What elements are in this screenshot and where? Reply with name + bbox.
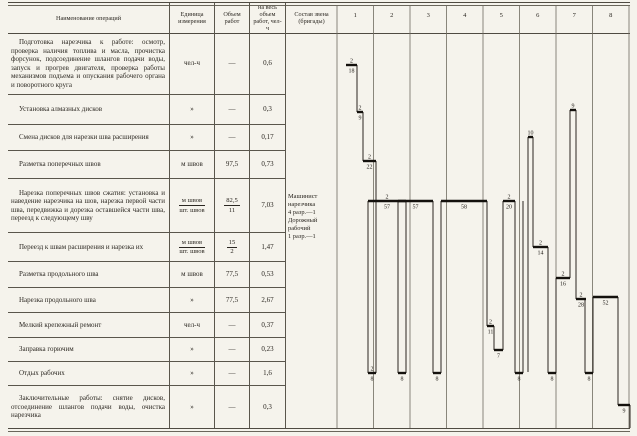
manhours-cell: 7,03 (250, 179, 286, 232)
segment-duration-label: 57 (384, 204, 390, 211)
operation-name: Заключительные работы: снятие дисков, отсоединение шлангов подачи воды, очистка нарезчика (8, 386, 170, 428)
crew-line: 1 разр.—1 (288, 233, 316, 240)
operation-name: Смена дисков для нарезки шва расширения (8, 125, 170, 150)
segment-duration-label: 2 (539, 240, 542, 247)
manhours-cell: 0,23 (250, 338, 286, 361)
segment-duration-label: 2 (368, 154, 371, 161)
segment-duration-label: 57 (412, 204, 419, 211)
segment-duration-label: 2 (350, 58, 353, 65)
manhours-cell: 0,17 (250, 125, 286, 150)
manhours-cell: 1,47 (250, 233, 286, 261)
operation-name: Разметка продольного шва (8, 262, 170, 287)
hour-label: 4 (463, 12, 467, 19)
segment-duration-label: 52 (602, 300, 609, 307)
segment-duration-label: 58 (461, 204, 467, 211)
segment-duration-label: 20 (506, 204, 512, 211)
unit-cell: м швов (170, 151, 215, 178)
operation-name: Установка алмазных дисков (8, 95, 170, 124)
segment-duration-label: 2 (489, 319, 492, 326)
unit-cell: чел-ч (170, 33, 215, 94)
segment-duration-label: 7 (497, 353, 500, 360)
operation-name: Разметка поперечных швов (8, 151, 170, 178)
manhours-cell: 0,3 (250, 95, 286, 124)
hour-label: 2 (390, 12, 394, 19)
unit-cell: » (170, 362, 215, 385)
unit-cell: чел-ч (170, 313, 215, 337)
segment-duration-label: 2 (358, 105, 362, 112)
volume-cell: — (215, 362, 250, 385)
manhours-cell: 0,6 (250, 33, 286, 94)
volume-cell: 77,5 (215, 262, 250, 287)
segment-duration-label: 8 (400, 376, 404, 383)
segment-duration-label: 8 (550, 376, 554, 383)
volume-cell: — (215, 125, 250, 150)
unit-cell: » (170, 95, 215, 124)
hour-label: 5 (499, 12, 503, 19)
volume-cell: — (215, 386, 250, 428)
hour-label: 6 (536, 12, 540, 19)
unit-cell: » (170, 386, 215, 428)
col-header-volume: Объем работ (215, 3, 250, 33)
segment-duration-label: 8 (435, 376, 439, 383)
volume-cell: $\frac{15}{2}$ (215, 233, 250, 261)
unit-cell: $\frac{\text{м швов}}{\text{шт. швов}}$ (170, 233, 215, 261)
segment-duration-label: 14 (537, 250, 544, 257)
hour-label: 7 (572, 12, 576, 19)
segment-duration-label: 2 (385, 194, 389, 201)
manhours-cell: 0,3 (250, 386, 286, 428)
hour-label: 3 (426, 12, 430, 19)
crew-line: Машинист (288, 193, 318, 200)
segment-duration-label: 8 (370, 376, 374, 383)
volume-cell: $\frac{82,5}{11}$ (215, 179, 250, 232)
segment-duration-label: 2 (579, 292, 583, 299)
operation-name: Заправка горючим (8, 338, 170, 361)
volume-cell: 77,5 (215, 288, 250, 312)
volume-cell: — (215, 313, 250, 337)
manhours-cell: 1,6 (250, 362, 286, 385)
segment-duration-label: 8 (517, 376, 521, 383)
col-header-total: на весь объем работ, чел-ч (250, 3, 286, 33)
manhours-cell: 0,53 (250, 262, 286, 287)
volume-cell: — (215, 338, 250, 361)
operation-name: Нарезка продольного шва (8, 288, 170, 312)
volume-cell: 97,5 (215, 151, 250, 178)
segment-duration-label: 2 (561, 271, 565, 278)
segment-duration-label: 28 (578, 302, 584, 309)
hour-label: 1 (353, 12, 357, 19)
segment-duration-label: 11 (487, 329, 494, 336)
segment-duration-label: 16 (560, 281, 566, 288)
segment-duration-label: 10 (527, 130, 534, 137)
col-header-operations: Наименование операций (8, 3, 170, 33)
segment-duration-label: 2 (370, 366, 374, 373)
operation-name: Отдых рабочих (8, 362, 170, 385)
segment-duration-label: 8 (587, 376, 591, 383)
segment-duration-label: 2 (507, 194, 511, 201)
unit-cell: м швов (170, 262, 215, 287)
unit-cell: » (170, 338, 215, 361)
volume-cell: — (215, 33, 250, 94)
crew-line: нарезчика (288, 201, 316, 208)
segment-duration-label: 9 (622, 408, 626, 415)
crew-line: рабочий (288, 225, 311, 232)
unit-cell: » (170, 125, 215, 150)
hour-label: 8 (609, 12, 613, 19)
segment-duration-label: 18 (348, 68, 355, 75)
manhours-cell: 2,67 (250, 288, 286, 312)
manhours-cell: 0,73 (250, 151, 286, 178)
segment-duration-label: 22 (366, 164, 373, 171)
crew-line: 4 разр.—1 (288, 209, 316, 216)
unit-cell: $\frac{\text{м швов}}{\text{шт. швов}}$ (170, 179, 215, 232)
operation-name: Мелкий крепежный ремонт (8, 313, 170, 337)
unit-cell: » (170, 288, 215, 312)
operation-name: Переезд к швам расширения и нарезка их (8, 233, 170, 261)
crew-line: Дорожный (288, 217, 318, 224)
segment-duration-label: 9 (358, 115, 362, 122)
segment-duration-label: 9 (571, 103, 575, 110)
operation-name: Подготовка нарезчика к работе: осмотр, проверка наличия топлива и масла, прочистка форсунок, подсоединение шлангов подачи воды, запуск и прогрев двигателя, проверка работы механизмов подъема и опускания рабочего органа и поворотного круга (8, 33, 170, 94)
manhours-cell: 0,37 (250, 313, 286, 337)
volume-cell: — (215, 95, 250, 124)
operation-name: Нарезка поперечных швов сжатия: установка и наведение нарезчика на шов, нарезка первой части шва, передвижка и дорезка оставшейся части шва, переезд к следующему шву (8, 179, 170, 232)
col-header-unit: Единица измерения (170, 3, 215, 33)
col-header-crew: Состав звена (бригады) (294, 11, 329, 25)
